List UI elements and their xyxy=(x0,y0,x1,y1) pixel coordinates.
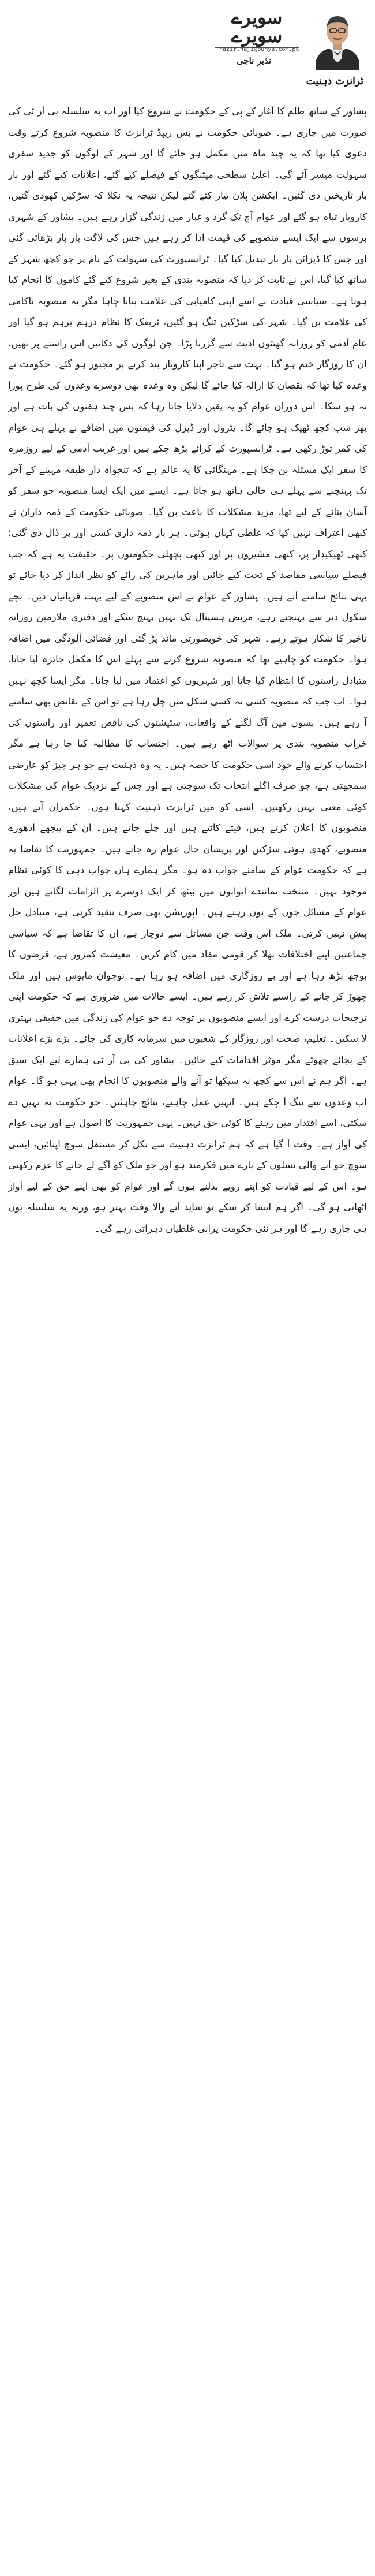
portrait-image xyxy=(312,7,363,70)
column-name: سویرے سویرے xyxy=(231,6,283,47)
author-photo xyxy=(312,7,363,70)
author-email: nazir.naji@dunya.com.pk xyxy=(219,46,299,53)
column-header xyxy=(0,0,375,87)
column-title: ٹرانزٹ ذہنیت xyxy=(306,76,363,87)
author-name: نذیر ناجی xyxy=(236,55,272,66)
article-body xyxy=(8,101,367,2567)
column-logo xyxy=(208,6,306,47)
article-text: پشاور کے ساتھ ظلم کا آغاز کے پی کے حکومت نے شروع کیا اور اب یہ سلسلہ بی آر ٹی کی صورت میں جاری ہے۔ صوبائی حکومت نے بس ریپڈ ٹرانزٹ کا منصوبہ شروع کرتے وقت دعویٰ کیا تھا کہ یہ چند ماہ میں مکمل ہو جائے گا اور شہر کے لوگوں کو جدید سفری سہولت میسر آئے گی۔ اعلیٰ سطحی میٹنگوں کے فیصلے کیے گئے، اعلانات کیے گئے اور بار بار تاریخیں دی گئیں۔ ایکشن پلان تیار کئے گئے لیکن نتیجہ یہ نکلا کہ سڑکیں کھودی گئیں، کاروبار تباہ ہو گئے اور عوام آج تک گرد و غبار میں زندگی گزار رہے ہیں۔ پشاور کے شہری برسوں سے ایک ایسے منصوبے کی قیمت ادا کر رہے ہیں جس کی لاگت بار بار بڑھائی گئی اور جس کا ڈیزائن بار بار تبدیل کیا گیا۔ ٹرانسپورٹ کی سہولت کے نام پر جو کچھ شہر کے ساتھ کیا گیا، اس نے ثابت کر دیا کہ منصوبہ بندی کے بغیر شروع کیے گئے کاموں کا انجام کیا ہوتا ہے۔ سیاسی قیادت نے اسے اپنی کامیابی کی علامت بنانا چاہا مگر یہ منصوبہ ناکامی کی علامت بن گیا۔ شہر کی سڑکیں تنگ ہو گئیں، ٹریفک کا نظام درہم برہم ہو گیا اور عام آدمی کو روزانہ گھنٹوں اذیت سے گزرنا پڑا۔ جن لوگوں کی دکانیں اس راستے پر تھیں، ان کا روزگار ختم ہو گیا۔ بہت سے تاجر اپنا کاروبار بند کرنے پر مجبور ہو گئے۔ حکومت نے وعدہ کیا تھا کہ نقصان کا ازالہ کیا جائے گا لیکن وہ وعدہ بھی دوسرے وعدوں کی طرح پورا نہ ہو سکا۔ اس دوران عوام کو یہ یقین دلایا جاتا رہا کہ بس چند ہفتوں کی بات ہے اور پھر سب کچھ ٹھیک ہو جائے گا۔ پٹرول اور ڈیزل کی قیمتوں میں اضافے نے پہلے ہی عوام کی کمر توڑ رکھی ہے۔ ٹرانسپورٹ کے کرائے بڑھ چکے ہیں اور غریب آدمی کے لیے روزمرہ کا سفر ایک مسئلہ بن چکا ہے۔ مہنگائی کا یہ عالم ہے کہ تنخواہ دار طبقہ مہینے کے آخر تک پہنچنے سے پہلے ہی خالی ہاتھ ہو جاتا ہے۔ ایسے میں ایک ایسا منصوبہ جو سفر کو آسان بنانے کے لیے تھا، مزید مشکلات کا باعث بن گیا۔ صوبائی حکومت کے ذمہ داران نے کبھی اعتراف نہیں کیا کہ غلطی کہاں ہوئی۔ ہر بار ذمہ داری کسی اور پر ڈال دی گئی؛ کبھی ٹھیکیدار پر، کبھی مشیروں پر اور کبھی پچھلی حکومتوں پر۔ حقیقت یہ ہے کہ جب فیصلے سیاسی مقاصد کے تحت کیے جائیں اور ماہرین کی رائے کو نظر انداز کر دیا جائے تو یہی نتائج سامنے آتے ہیں۔ پشاور کے عوام نے اس منصوبے کے لیے بہت قربانیاں دیں۔ بچے سکول دیر سے پہنچتے رہے، مریض ہسپتال تک نہیں پہنچ سکے اور دفتری ملازمین روزانہ تاخیر کا شکار ہوتے رہے۔ شہر کی خوبصورتی ماند پڑ گئی اور فضائی آلودگی میں اضافہ ہوا۔ حکومت کو چاہیے تھا کہ منصوبہ شروع کرنے سے پہلے اس کا مکمل جائزہ لیا جاتا، متبادل راستوں کا انتظام کیا جاتا اور شہریوں کو اعتماد میں لیا جاتا۔ مگر ایسا کچھ نہیں ہوا۔ اب جب کہ منصوبہ کسی نہ کسی شکل میں چل رہا ہے تو اس کے نقائص بھی سامنے آ رہے ہیں۔ بسوں میں آگ لگنے کے واقعات، سٹیشنوں کی ناقص تعمیر اور راستوں کی خراب منصوبہ بندی پر سوالات اٹھ رہے ہیں۔ احتساب کا مطالبہ کیا جا رہا ہے مگر احتساب کرنے والے خود اسی حکومت کا حصہ ہیں۔ یہ وہ ذہنیت ہے جو ہر چیز کو عارضی سمجھتی ہے، جو صرف اگلے انتخاب تک سوچتی ہے اور جس کے نزدیک عوام کی مشکلات کوئی معنی نہیں رکھتیں۔ اسی کو میں ٹرانزٹ ذہنیت کہتا ہوں۔ حکمران آتے ہیں، منصوبوں کا اعلان کرتے ہیں، فیتے کاٹتے ہیں اور چلے جاتے ہیں۔ ان کے پیچھے ادھورے منصوبے، کھدی ہوئی سڑکیں اور پریشان حال عوام رہ جاتے ہیں۔ جمہوریت کا تقاضا یہ ہے کہ حکومت عوام کے سامنے جواب دہ ہو۔ مگر ہمارے ہاں جواب دہی کا کوئی نظام موجود نہیں۔ منتخب نمائندے ایوانوں میں بیٹھ کر ایک دوسرے پر الزامات لگاتے ہیں اور عوام کے مسائل جوں کے توں رہتے ہیں۔ اپوزیشن بھی صرف تنقید کرتی ہے، متبادل حل پیش نہیں کرتی۔ ملک اس وقت جن مسائل سے دوچار ہے، ان کا تقاضا ہے کہ سیاسی جماعتیں اپنے اختلافات بھلا کر قومی مفاد میں کام کریں۔ معیشت کمزور ہے، قرضوں کا بوجھ بڑھ رہا ہے اور بے روزگاری میں اضافہ ہو رہا ہے۔ نوجوان مایوس ہیں اور ملک چھوڑ کر جانے کے راستے تلاش کر رہے ہیں۔ ایسے حالات میں ضروری ہے کہ حکومت اپنی ترجیحات درست کرے اور ایسے منصوبوں پر توجہ دے جو عوام کی زندگی میں حقیقی بہتری لا سکیں۔ تعلیم، صحت اور روزگار کے شعبوں میں سرمایہ کاری کی جائے۔ بڑے بڑے اعلانات کے بجائے چھوٹے مگر موثر اقدامات کیے جائیں۔ پشاور کی بی آر ٹی ہمارے لیے ایک سبق ہے۔ اگر ہم نے اس سے کچھ نہ سیکھا تو آنے والے منصوبوں کا انجام بھی یہی ہو گا۔ عوام اب وعدوں سے تنگ آ چکے ہیں۔ انہیں عمل چاہیے، نتائج چاہئیں۔ جو حکومت یہ نہیں دے سکتی، اسے اقتدار میں رہنے کا کوئی حق نہیں۔ یہی جمہوریت کا اصول ہے اور یہی عوام کی آواز ہے۔ وقت آ گیا ہے کہ ہم ٹرانزٹ ذہنیت سے نکل کر مستقل سوچ اپنائیں، ایسی سوچ جو آنے والی نسلوں کے بارے میں فکرمند ہو اور جو ملک کو آگے لے جانے کا عزم رکھتی ہو۔ اس کے لیے قیادت کو اپنے رویے بدلنے ہوں گے اور عوام کو بھی اپنے حق کے لیے آواز اٹھانی ہو گی۔ اگر ہم ایسا کر سکے تو شاید آنے والا وقت بہتر ہو، ورنہ یہ سلسلہ یوں ہی جاری رہے گا اور ہر نئی حکومت پرانی غلطیاں دہراتی رہے گی۔ xyxy=(8,106,367,1234)
